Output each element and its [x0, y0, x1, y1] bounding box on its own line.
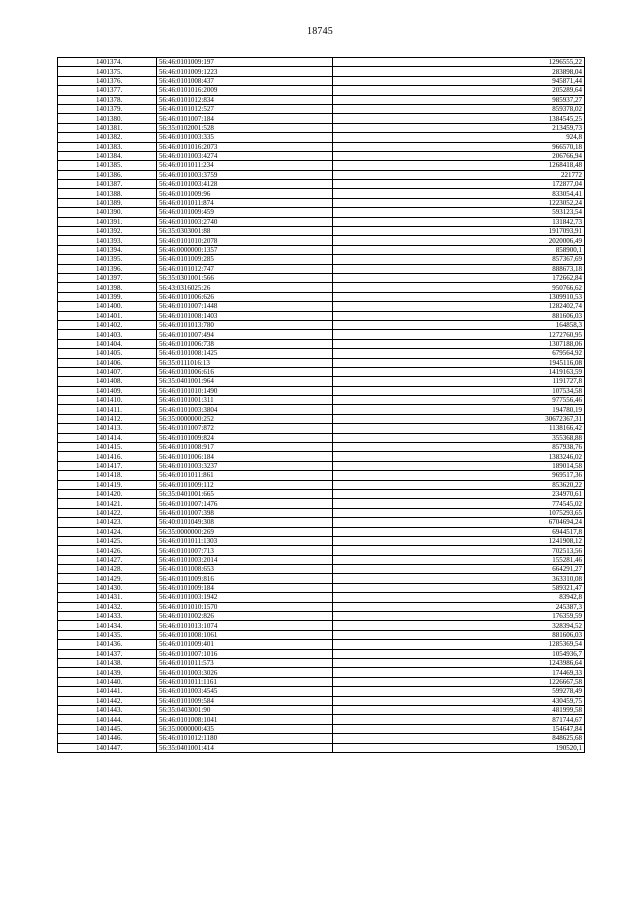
cadastral-number-cell: 56:46:0101003:4545	[157, 687, 333, 696]
cadastral-number-cell: 56:46:0101003:3237	[157, 461, 333, 470]
row-number-cell: 1401402.	[58, 320, 157, 329]
row-number-cell: 1401406.	[58, 358, 157, 367]
table-row	[58, 292, 585, 301]
cadastral-value-cell: 1296555,22	[333, 58, 585, 67]
cadastral-number-cell: 56:46:0101003:3026	[157, 668, 333, 677]
cadastral-value-cell: 205289,64	[333, 86, 585, 95]
cadastral-value-cell: 1268418,48	[333, 161, 585, 170]
cadastral-number-cell: 56:46:0101001:311	[157, 396, 333, 405]
cadastral-value-cell: 1945116,08	[333, 358, 585, 367]
cadastral-value-cell: 1226667,58	[333, 677, 585, 686]
table-row	[58, 311, 585, 320]
cadastral-value-cell: 1917093,91	[333, 227, 585, 236]
cadastral-number-cell: 56:46:0101007:872	[157, 424, 333, 433]
cadastral-number-cell: 56:46:0101003:3804	[157, 405, 333, 414]
row-number-cell: 1401403.	[58, 330, 157, 339]
row-number-cell: 1401425.	[58, 536, 157, 545]
cadastral-value-cell: 83942,8	[333, 593, 585, 602]
table-row	[58, 724, 585, 733]
row-number-cell: 1401395.	[58, 255, 157, 264]
table-row	[58, 443, 585, 452]
row-number-cell: 1401393.	[58, 236, 157, 245]
cadastral-value-cell: 857367,69	[333, 255, 585, 264]
cadastral-value-cell: 589321,47	[333, 583, 585, 592]
cadastral-number-cell: 56:46:0101011:234	[157, 161, 333, 170]
row-number-cell: 1401435.	[58, 630, 157, 639]
cadastral-number-cell: 56:46:0101003:1942	[157, 593, 333, 602]
cadastral-number-cell: 56:46:0101009:96	[157, 189, 333, 198]
table-row	[58, 414, 585, 423]
cadastral-value-cell: 189014,58	[333, 461, 585, 470]
cadastral-value-cell: 107534,58	[333, 386, 585, 395]
cadastral-number-cell: 56:46:0000000:1357	[157, 245, 333, 254]
cadastral-value-cell: 481999,58	[333, 705, 585, 714]
table-row	[58, 339, 585, 348]
cadastral-number-cell: 56:46:0101011:861	[157, 471, 333, 480]
table-row	[58, 198, 585, 207]
table-row	[58, 67, 585, 76]
table-row	[58, 602, 585, 611]
cadastral-number-cell: 56:46:0101009:1223	[157, 67, 333, 76]
row-number-cell: 1401413.	[58, 424, 157, 433]
row-number-cell: 1401409.	[58, 386, 157, 395]
table-row	[58, 330, 585, 339]
cadastral-number-cell: 56:46:0101012:1180	[157, 734, 333, 743]
table-row	[58, 189, 585, 198]
row-number-cell: 1401430.	[58, 583, 157, 592]
cadastral-value-cell: 1223052,24	[333, 198, 585, 207]
table-row	[58, 142, 585, 151]
table-row	[58, 536, 585, 545]
cadastral-number-cell: 56:35:0111016:13	[157, 358, 333, 367]
cadastral-value-cell: 848625,68	[333, 734, 585, 743]
cadastral-number-cell: 56:46:0101012:527	[157, 104, 333, 113]
cadastral-number-cell: 56:46:0101003:335	[157, 133, 333, 142]
cadastral-number-cell: 56:46:0101002:826	[157, 612, 333, 621]
row-number-cell: 1401424.	[58, 527, 157, 536]
row-number-cell: 1401427.	[58, 555, 157, 564]
row-number-cell: 1401422.	[58, 508, 157, 517]
row-number-cell: 1401439.	[58, 668, 157, 677]
row-number-cell: 1401444.	[58, 715, 157, 724]
page-number: 18745	[307, 26, 333, 37]
cadastral-value-cell: 881606,03	[333, 311, 585, 320]
row-number-cell: 1401423.	[58, 518, 157, 527]
row-number-cell: 1401397.	[58, 273, 157, 282]
cadastral-value-cell: 2020006,49	[333, 236, 585, 245]
cadastral-value-cell: 1272760,95	[333, 330, 585, 339]
table-row	[58, 452, 585, 461]
row-number-cell: 1401379.	[58, 104, 157, 113]
cadastral-value-cell: 702513,56	[333, 546, 585, 555]
cadastral-number-cell: 56:46:0101009:184	[157, 583, 333, 592]
cadastral-number-cell: 56:46:0101016:2073	[157, 142, 333, 151]
cadastral-value-cell: 1383246,02	[333, 452, 585, 461]
cadastral-number-cell: 56:46:0101007:1476	[157, 499, 333, 508]
cadastral-number-cell: 56:46:0101003:4128	[157, 180, 333, 189]
cadastral-number-cell: 56:35:0000000:269	[157, 527, 333, 536]
cadastral-number-cell: 56:46:0101008:1061	[157, 630, 333, 639]
table-row	[58, 677, 585, 686]
table-row	[58, 424, 585, 433]
cadastral-number-cell: 56:46:0101009:112	[157, 480, 333, 489]
cadastral-value-cell: 1282402,74	[333, 302, 585, 311]
row-number-cell: 1401384.	[58, 151, 157, 160]
row-number-cell: 1401417.	[58, 461, 157, 470]
row-number-cell: 1401428.	[58, 565, 157, 574]
row-number-cell: 1401414.	[58, 433, 157, 442]
table-row	[58, 659, 585, 668]
cadastral-value-cell: 1285369,54	[333, 640, 585, 649]
table-row	[58, 612, 585, 621]
cadastral-number-cell: 56:46:0101011:1161	[157, 677, 333, 686]
table-row	[58, 58, 585, 67]
cadastral-value-cell: 6704694,24	[333, 518, 585, 527]
table-row	[58, 386, 585, 395]
row-number-cell: 1401405.	[58, 349, 157, 358]
cadastral-value-cell: 888673,18	[333, 264, 585, 273]
row-number-cell: 1401385.	[58, 161, 157, 170]
cadastral-value-cell: 969517,36	[333, 471, 585, 480]
cadastral-value-cell: 966570,18	[333, 142, 585, 151]
cadastral-number-cell: 56:46:0101007:184	[157, 114, 333, 123]
row-number-cell: 1401426.	[58, 546, 157, 555]
cadastral-value-cell: 857938,76	[333, 443, 585, 452]
table-row	[58, 95, 585, 104]
table-row	[58, 123, 585, 132]
cadastral-number-cell: 56:35:0000000:435	[157, 724, 333, 733]
cadastral-value-cell: 1241908,12	[333, 536, 585, 545]
cadastral-value-cell: 945871,44	[333, 76, 585, 85]
row-number-cell: 1401394.	[58, 245, 157, 254]
cadastral-number-cell: 56:46:0101007:494	[157, 330, 333, 339]
row-number-cell: 1401438.	[58, 659, 157, 668]
row-number-cell: 1401396.	[58, 264, 157, 273]
cadastral-value-cell: 593123,54	[333, 208, 585, 217]
cadastral-value-cell: 206766,94	[333, 151, 585, 160]
table-row	[58, 396, 585, 405]
cadastral-number-cell: 56:46:0101012:834	[157, 95, 333, 104]
table-row	[58, 649, 585, 658]
cadastral-number-cell: 56:46:0101003:4274	[157, 151, 333, 160]
cadastral-value-cell: 234970,61	[333, 489, 585, 498]
cadastral-number-cell: 56:46:0101011:1303	[157, 536, 333, 545]
table-row	[58, 405, 585, 414]
cadastral-number-cell: 56:35:0403001:90	[157, 705, 333, 714]
cadastral-value-cell: 1384545,25	[333, 114, 585, 123]
row-number-cell: 1401441.	[58, 687, 157, 696]
cadastral-value-cell: 6944517,8	[333, 527, 585, 536]
cadastral-number-cell: 56:46:0101007:398	[157, 508, 333, 517]
cadastral-number-cell: 56:46:0101008:917	[157, 443, 333, 452]
table-row	[58, 283, 585, 292]
cadastral-value-cell: 1419163,59	[333, 367, 585, 376]
cadastral-number-cell: 56:46:0101009:824	[157, 433, 333, 442]
cadastral-number-cell: 56:46:0101010:1570	[157, 602, 333, 611]
table-row	[58, 640, 585, 649]
registry-table-body	[58, 58, 585, 753]
table-row	[58, 705, 585, 714]
row-number-cell: 1401386.	[58, 170, 157, 179]
row-number-cell: 1401411.	[58, 405, 157, 414]
table-row	[58, 471, 585, 480]
row-number-cell: 1401420.	[58, 489, 157, 498]
table-row	[58, 499, 585, 508]
table-row	[58, 734, 585, 743]
cadastral-value-cell: 172877,04	[333, 180, 585, 189]
row-number-cell: 1401446.	[58, 734, 157, 743]
cadastral-value-cell: 190520,1	[333, 743, 585, 752]
cadastral-value-cell: 1075293,65	[333, 508, 585, 517]
table-row	[58, 367, 585, 376]
registry-table	[57, 57, 585, 753]
table-row	[58, 527, 585, 536]
cadastral-value-cell: 155281,46	[333, 555, 585, 564]
cadastral-number-cell: 56:46:0101008:1041	[157, 715, 333, 724]
row-number-cell: 1401399.	[58, 292, 157, 301]
cadastral-number-cell: 56:46:0101011:874	[157, 198, 333, 207]
cadastral-number-cell: 56:40:0101049:308	[157, 518, 333, 527]
cadastral-value-cell: 664291,27	[333, 565, 585, 574]
cadastral-number-cell: 56:46:0101008:653	[157, 565, 333, 574]
row-number-cell: 1401412.	[58, 414, 157, 423]
row-number-cell: 1401419.	[58, 480, 157, 489]
cadastral-number-cell: 56:46:0101009:584	[157, 696, 333, 705]
cadastral-number-cell: 56:46:0101006:184	[157, 452, 333, 461]
row-number-cell: 1401398.	[58, 283, 157, 292]
table-row	[58, 170, 585, 179]
cadastral-number-cell: 56:46:0101016:2009	[157, 86, 333, 95]
cadastral-number-cell: 56:46:0101009:285	[157, 255, 333, 264]
table-row	[58, 546, 585, 555]
cadastral-number-cell: 56:46:0101011:573	[157, 659, 333, 668]
cadastral-value-cell: 679564,92	[333, 349, 585, 358]
row-number-cell: 1401431.	[58, 593, 157, 602]
cadastral-number-cell: 56:35:0303001:88	[157, 227, 333, 236]
cadastral-value-cell: 881606,03	[333, 630, 585, 639]
cadastral-number-cell: 56:46:0101010:1490	[157, 386, 333, 395]
table-row	[58, 377, 585, 386]
row-number-cell: 1401407.	[58, 367, 157, 376]
table-row	[58, 489, 585, 498]
table-row	[58, 480, 585, 489]
row-number-cell: 1401391.	[58, 217, 157, 226]
table-row	[58, 630, 585, 639]
cadastral-number-cell: 56:35:0401001:414	[157, 743, 333, 752]
cadastral-number-cell: 56:46:0101012:747	[157, 264, 333, 273]
cadastral-value-cell: 172662,84	[333, 273, 585, 282]
cadastral-value-cell: 977556,46	[333, 396, 585, 405]
cadastral-number-cell: 56:46:0101013:780	[157, 320, 333, 329]
cadastral-number-cell: 56:46:0101006:626	[157, 292, 333, 301]
cadastral-number-cell: 56:46:0101013:1074	[157, 621, 333, 630]
cadastral-value-cell: 174469,33	[333, 668, 585, 677]
cadastral-value-cell: 283898,04	[333, 67, 585, 76]
cadastral-value-cell: 774545,02	[333, 499, 585, 508]
table-row	[58, 180, 585, 189]
row-number-cell: 1401434.	[58, 621, 157, 630]
table-row	[58, 508, 585, 517]
table-row	[58, 208, 585, 217]
cadastral-value-cell: 355368,88	[333, 433, 585, 442]
cadastral-value-cell: 1191727,8	[333, 377, 585, 386]
cadastral-number-cell: 56:35:0401001:964	[157, 377, 333, 386]
row-number-cell: 1401389.	[58, 198, 157, 207]
cadastral-number-cell: 56:46:0101003:3759	[157, 170, 333, 179]
table-row	[58, 236, 585, 245]
table-row	[58, 593, 585, 602]
cadastral-value-cell: 164858,3	[333, 320, 585, 329]
table-row	[58, 565, 585, 574]
table-row	[58, 151, 585, 160]
cadastral-number-cell: 56:46:0101009:197	[157, 58, 333, 67]
cadastral-number-cell: 56:35:0301001:566	[157, 273, 333, 282]
table-row	[58, 687, 585, 696]
table-row	[58, 86, 585, 95]
cadastral-value-cell: 176359,59	[333, 612, 585, 621]
cadastral-value-cell: 1138166,42	[333, 424, 585, 433]
cadastral-number-cell: 56:46:0101010:2078	[157, 236, 333, 245]
table-row	[58, 433, 585, 442]
cadastral-number-cell: 56:46:0101006:616	[157, 367, 333, 376]
cadastral-value-cell: 154647,84	[333, 724, 585, 733]
row-number-cell: 1401388.	[58, 189, 157, 198]
table-row	[58, 349, 585, 358]
cadastral-value-cell: 599278,49	[333, 687, 585, 696]
row-number-cell: 1401432.	[58, 602, 157, 611]
row-number-cell: 1401416.	[58, 452, 157, 461]
cadastral-value-cell: 131842,73	[333, 217, 585, 226]
cadastral-number-cell: 56:35:0102001:528	[157, 123, 333, 132]
cadastral-value-cell: 985937,27	[333, 95, 585, 104]
cadastral-number-cell: 56:46:0101007:1016	[157, 649, 333, 658]
row-number-cell: 1401421.	[58, 499, 157, 508]
table-row	[58, 217, 585, 226]
cadastral-value-cell: 221772	[333, 170, 585, 179]
cadastral-number-cell: 56:46:0101009:459	[157, 208, 333, 217]
row-number-cell: 1401382.	[58, 133, 157, 142]
row-number-cell: 1401440.	[58, 677, 157, 686]
cadastral-value-cell: 213459,73	[333, 123, 585, 132]
cadastral-number-cell: 56:35:0000000:252	[157, 414, 333, 423]
cadastral-value-cell: 194780,19	[333, 405, 585, 414]
row-number-cell: 1401383.	[58, 142, 157, 151]
table-row	[58, 583, 585, 592]
row-number-cell: 1401410.	[58, 396, 157, 405]
table-row	[58, 461, 585, 470]
cadastral-number-cell: 56:46:0101003:2740	[157, 217, 333, 226]
table-row	[58, 668, 585, 677]
cadastral-value-cell: 924,8	[333, 133, 585, 142]
cadastral-value-cell: 245387,3	[333, 602, 585, 611]
cadastral-value-cell: 859378,02	[333, 104, 585, 113]
table-row	[58, 133, 585, 142]
table-row	[58, 255, 585, 264]
table-row	[58, 227, 585, 236]
cadastral-number-cell: 56:35:0401001:665	[157, 489, 333, 498]
row-number-cell: 1401376.	[58, 76, 157, 85]
cadastral-value-cell: 1054936,7	[333, 649, 585, 658]
cadastral-number-cell: 56:46:0101009:816	[157, 574, 333, 583]
cadastral-number-cell: 56:46:0101007:1448	[157, 302, 333, 311]
row-number-cell: 1401408.	[58, 377, 157, 386]
table-row	[58, 104, 585, 113]
cadastral-value-cell: 328394,52	[333, 621, 585, 630]
row-number-cell: 1401418.	[58, 471, 157, 480]
row-number-cell: 1401390.	[58, 208, 157, 217]
table-row	[58, 621, 585, 630]
table-row	[58, 574, 585, 583]
row-number-cell: 1401377.	[58, 86, 157, 95]
table-row	[58, 161, 585, 170]
cadastral-value-cell: 30672367,31	[333, 414, 585, 423]
row-number-cell: 1401429.	[58, 574, 157, 583]
row-number-cell: 1401447.	[58, 743, 157, 752]
cadastral-number-cell: 56:46:0101007:713	[157, 546, 333, 555]
table-row	[58, 114, 585, 123]
cadastral-number-cell: 56:46:0101009:401	[157, 640, 333, 649]
row-number-cell: 1401433.	[58, 612, 157, 621]
cadastral-number-cell: 56:46:0101008:1403	[157, 311, 333, 320]
row-number-cell: 1401443.	[58, 705, 157, 714]
cadastral-value-cell: 363310,08	[333, 574, 585, 583]
row-number-cell: 1401404.	[58, 339, 157, 348]
cadastral-number-cell: 56:46:0101008:1425	[157, 349, 333, 358]
table-row	[58, 245, 585, 254]
cadastral-number-cell: 56:46:0101008:437	[157, 76, 333, 85]
cadastral-value-cell: 1243986,64	[333, 659, 585, 668]
row-number-cell: 1401442.	[58, 696, 157, 705]
row-number-cell: 1401380.	[58, 114, 157, 123]
cadastral-value-cell: 430459,75	[333, 696, 585, 705]
cadastral-value-cell: 871744,67	[333, 715, 585, 724]
row-number-cell: 1401392.	[58, 227, 157, 236]
table-row	[58, 518, 585, 527]
cadastral-number-cell: 56:43:0316025:26	[157, 283, 333, 292]
row-number-cell: 1401400.	[58, 302, 157, 311]
row-number-cell: 1401445.	[58, 724, 157, 733]
table-row	[58, 358, 585, 367]
cadastral-value-cell: 853620,22	[333, 480, 585, 489]
table-row	[58, 696, 585, 705]
cadastral-value-cell: 858900,1	[333, 245, 585, 254]
row-number-cell: 1401387.	[58, 180, 157, 189]
cadastral-value-cell: 1307188,06	[333, 339, 585, 348]
row-number-cell: 1401436.	[58, 640, 157, 649]
row-number-cell: 1401375.	[58, 67, 157, 76]
table-row	[58, 302, 585, 311]
row-number-cell: 1401437.	[58, 649, 157, 658]
table-row	[58, 555, 585, 564]
cadastral-value-cell: 1309910,53	[333, 292, 585, 301]
table-row	[58, 743, 585, 752]
table-row	[58, 264, 585, 273]
cadastral-number-cell: 56:46:0101006:738	[157, 339, 333, 348]
table-row	[58, 76, 585, 85]
table-row	[58, 273, 585, 282]
row-number-cell: 1401381.	[58, 123, 157, 132]
row-number-cell: 1401374.	[58, 58, 157, 67]
row-number-cell: 1401401.	[58, 311, 157, 320]
table-row	[58, 715, 585, 724]
row-number-cell: 1401415.	[58, 443, 157, 452]
cadastral-value-cell: 950766,62	[333, 283, 585, 292]
cadastral-value-cell: 833054,41	[333, 189, 585, 198]
row-number-cell: 1401378.	[58, 95, 157, 104]
cadastral-number-cell: 56:46:0101003:2014	[157, 555, 333, 564]
table-row	[58, 320, 585, 329]
